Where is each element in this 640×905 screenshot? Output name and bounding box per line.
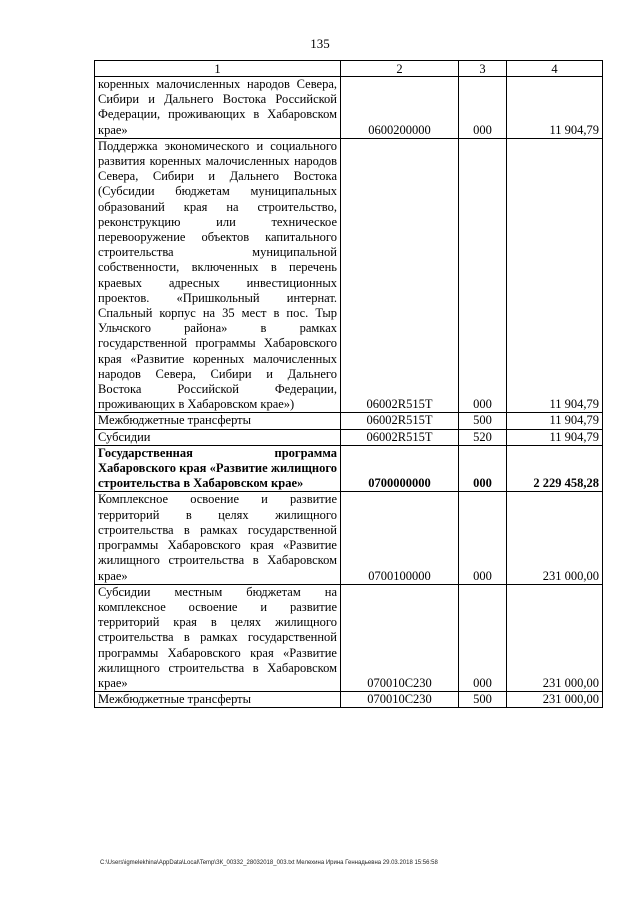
row-description: Межбюджетные трансферты — [95, 413, 341, 429]
row-type: 000 — [459, 584, 507, 691]
row-amount: 231 000,00 — [507, 692, 603, 708]
row-amount: 2 229 458,28 — [507, 445, 603, 492]
row-description: Межбюджетные трансферты — [95, 692, 341, 708]
row-amount: 11 904,79 — [507, 429, 603, 445]
row-code: 06002R515Т — [341, 413, 459, 429]
table-row — [95, 138, 603, 413]
row-code: 070010С230 — [341, 692, 459, 708]
row-type: 000 — [459, 492, 507, 584]
row-description: Субсидии местным бюджетам на комплексное освоение и развитие территорий края в целях жилищного строительства в рамках государственной программы Хабаровского края «Развитие жилищного строительства в Хабаровском крае» — [95, 584, 341, 691]
footer-file-path: C:\Users\igmelekhina\AppData\Local\Temp\ЗК_00332_28032018_003.txt Мелехина Ирина Геннадьевна 29.03.2018 15:56:58 — [100, 860, 438, 866]
table-row — [95, 584, 603, 691]
row-amount: 11 904,79 — [507, 413, 603, 429]
page-number: 135 — [310, 36, 330, 51]
row-amount: 11 904,79 — [507, 138, 603, 413]
header-col-1: 1 — [95, 61, 341, 77]
row-code: 06002R515Т — [341, 429, 459, 445]
row-code: 0600200000 — [341, 77, 459, 139]
row-code: 06002R515Т — [341, 138, 459, 413]
row-amount: 11 904,79 — [507, 77, 603, 139]
row-description: Государственная программа Хабаровского края «Развитие жилищного строительства в Хабаровском крае» — [95, 445, 341, 492]
row-amount: 231 000,00 — [507, 584, 603, 691]
row-type: 520 — [459, 429, 507, 445]
budget-table — [94, 60, 603, 708]
row-description: Субсидии — [95, 429, 341, 445]
row-code: 0700100000 — [341, 492, 459, 584]
row-type: 000 — [459, 445, 507, 492]
header-col-2: 2 — [341, 61, 459, 77]
row-description: Поддержка экономического и социального развития коренных малочисленных народов Севера, Сибири и Дальнего Востока (Субсидии бюджетам муниципальных образований края на строительство, реконструкцию или техническое перевооружение объектов капитального строительства муниципальной собственности, включенных в перечень краевых адресных инвестиционных проектов. «Пришкольный интернат. Спальный корпус на 35 мест в пос. Тыр Ульчского района» в рамках государственной программы Хабаровского края «Развитие коренных малочисленных народов Севера, Сибири и Дальнего Востока Российской Федерации, проживающих в Хабаровском крае») — [95, 138, 341, 413]
row-type: 500 — [459, 413, 507, 429]
row-type: 000 — [459, 77, 507, 139]
header-col-3: 3 — [459, 61, 507, 77]
row-description: Комплексное освоение и развитие территорий в целях жилищного строительства в рамках государственной программы Хабаровского края «Развитие жилищного строительства в Хабаровском крае» — [95, 492, 341, 584]
table-row — [95, 429, 603, 445]
row-amount: 231 000,00 — [507, 492, 603, 584]
table-row — [95, 445, 603, 492]
table-row — [95, 492, 603, 584]
table-row — [95, 413, 603, 429]
row-code: 070010С230 — [341, 584, 459, 691]
table-row — [95, 692, 603, 708]
table-row — [95, 77, 603, 139]
header-row — [95, 61, 603, 77]
row-type: 500 — [459, 692, 507, 708]
row-description: коренных малочисленных народов Севера, Сибири и Дальнего Востока Российской Федерации, проживающих в Хабаровском крае» — [95, 77, 341, 139]
row-code: 0700000000 — [341, 445, 459, 492]
header-col-4: 4 — [507, 61, 603, 77]
row-type: 000 — [459, 138, 507, 413]
